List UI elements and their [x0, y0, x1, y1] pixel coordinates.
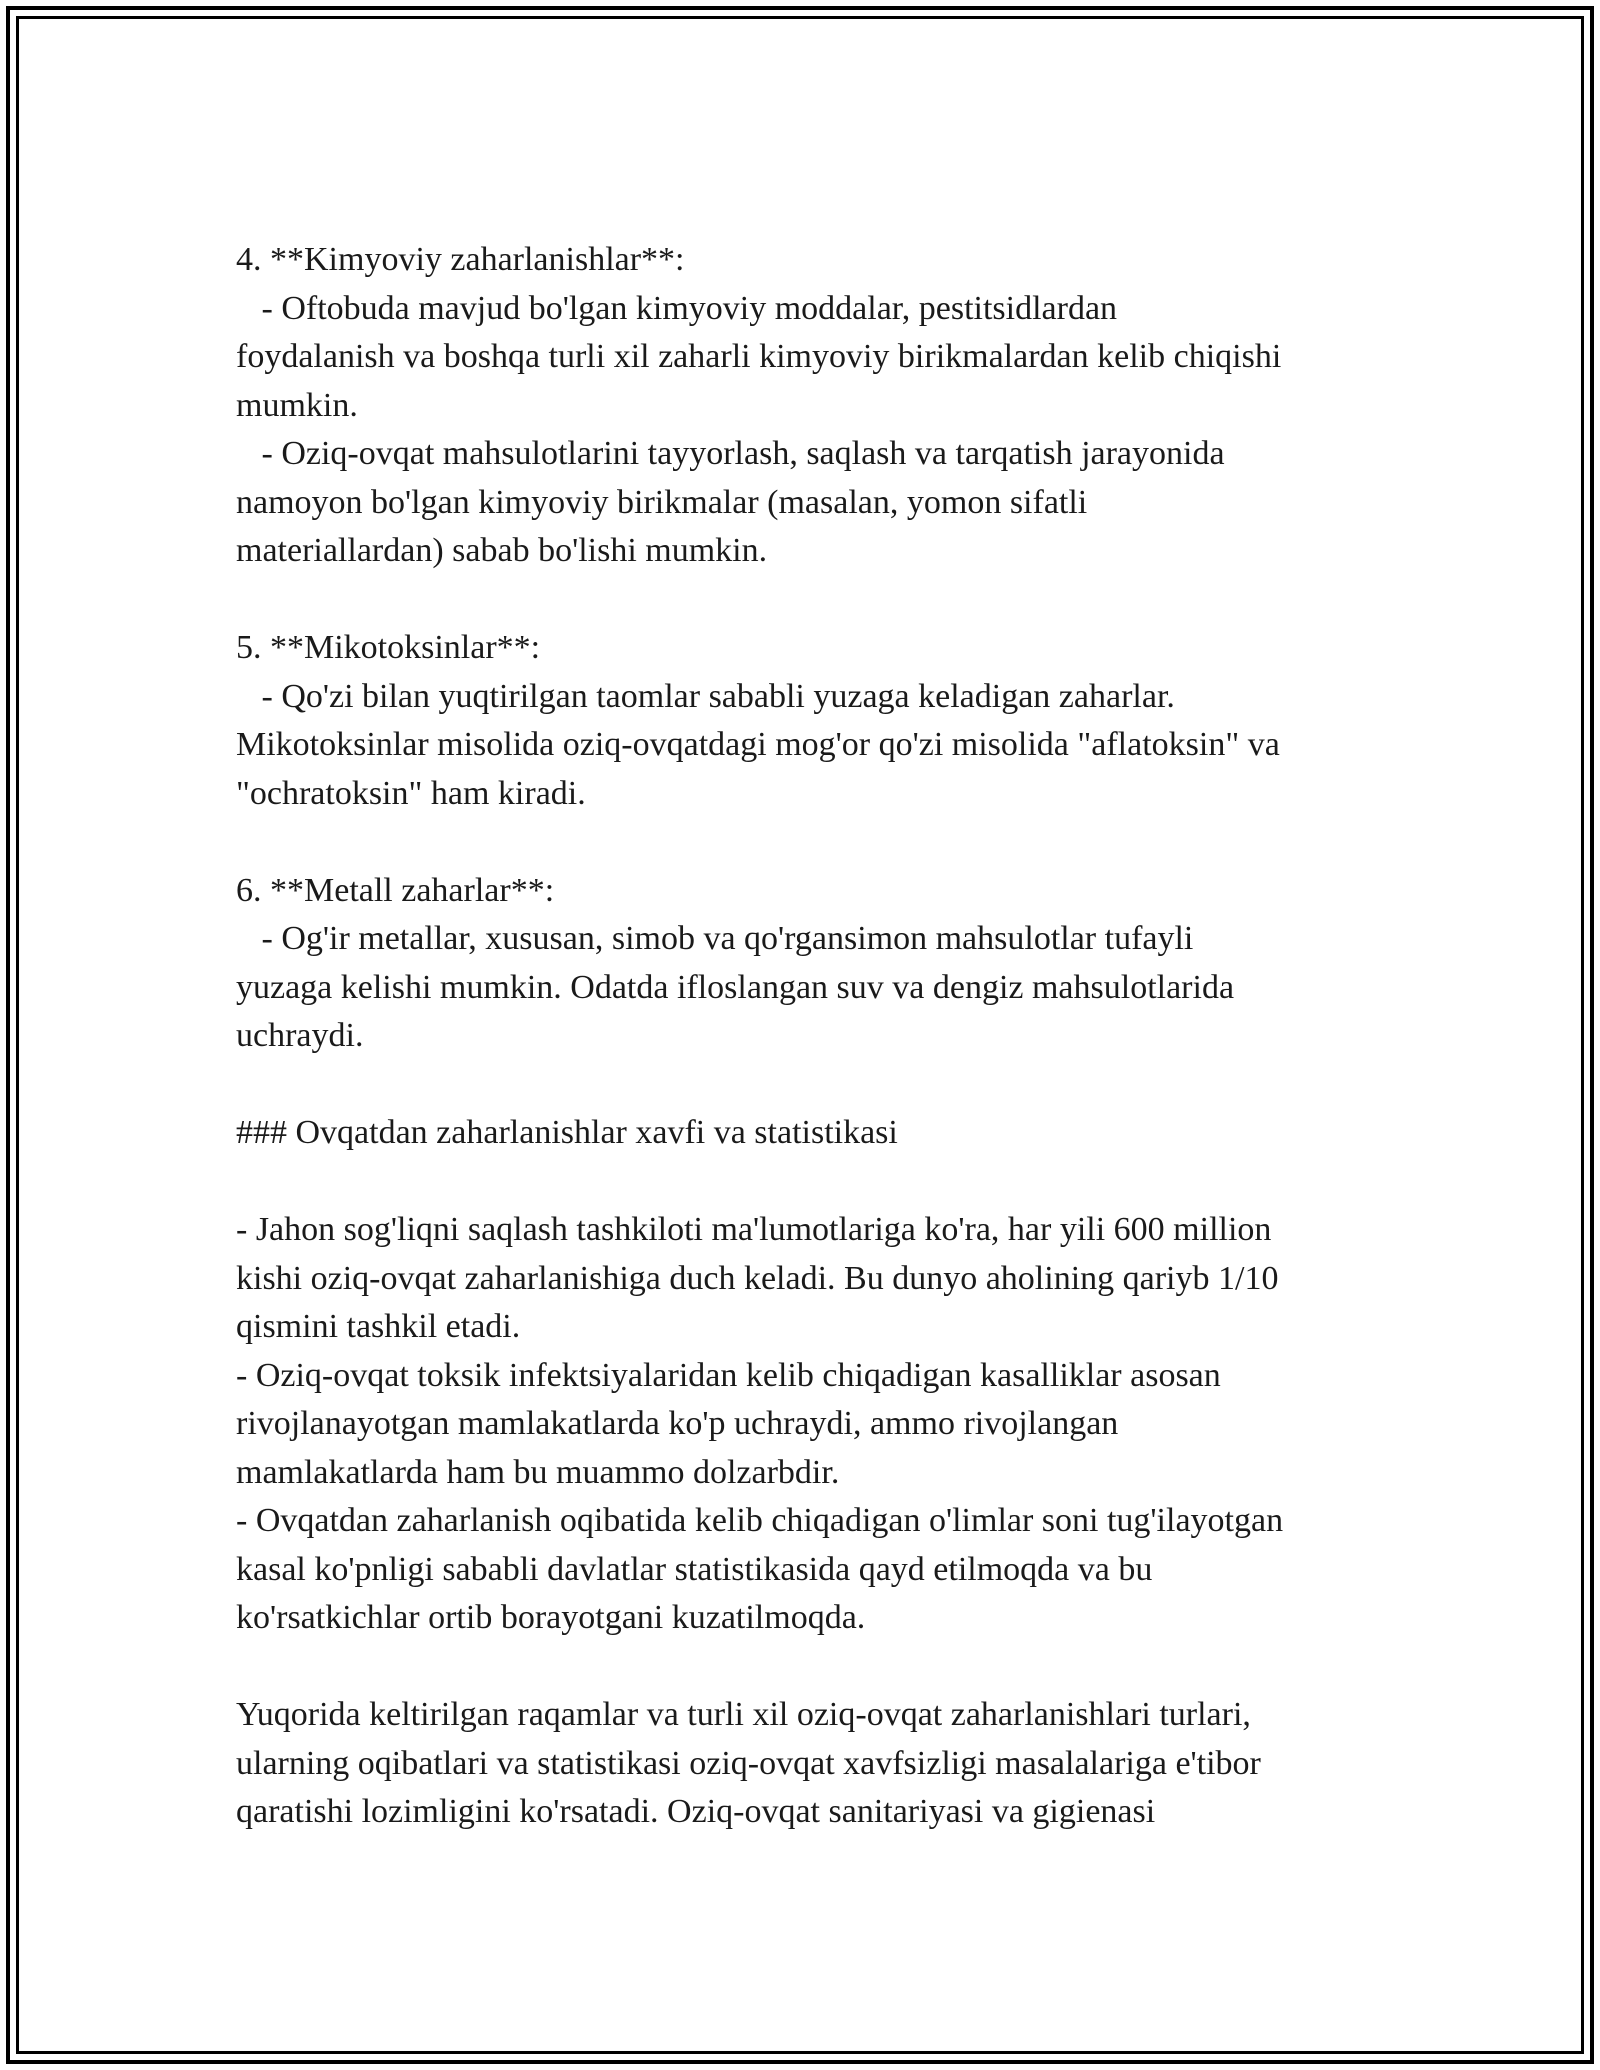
- text-line: - Oziq-ovqat mahsulotlarini tayyorlash, saqlash va tarqatish jarayonida: [236, 435, 1225, 472]
- text-line: Mikotoksinlar misolida oziq-ovqatdagi mog'or qo'zi misolida "aflatoksin" va: [236, 726, 1280, 763]
- text-line: qaratishi lozimligini ko'rsatadi. Oziq-ovqat sanitariyasi va gigienasi: [236, 1793, 1156, 1830]
- blank-line: [236, 576, 1376, 625]
- text-line: uchraydi.: [236, 1017, 364, 1054]
- text-line: qismini tashkil etadi.: [236, 1308, 521, 1345]
- blank-line: [236, 1061, 1376, 1110]
- text-line: kishi oziq-ovqat zaharlanishiga duch keladi. Bu dunyo aholining qariyb 1/10: [236, 1259, 1279, 1297]
- text-line: ko'rsatkichlar ortib borayotgani kuzatilmoqda.: [236, 1599, 866, 1636]
- text-line: Yuqorida keltirilgan raqamlar va turli xil oziq-ovqat zaharlanishlari turlari,: [236, 1696, 1251, 1733]
- blank-line: [236, 818, 1376, 867]
- text-line: yuzaga kelishi mumkin. Odatda ifloslangan suv va dengiz mahsulotlarida: [236, 968, 1235, 1006]
- blank-line: [236, 1643, 1376, 1692]
- text-line: - Jahon sog'liqni saqlash tashkiloti ma'lumotlariga ko'ra, har yili 600 million: [236, 1211, 1272, 1248]
- text-line: ularning oqibatlari va statistikasi oziq-ovqat xavfsizligi masalalariga e'tibor: [236, 1744, 1261, 1782]
- text-line: kasal ko'pnligi sababli davlatlar statistikasida qayd etilmoqda va bu: [236, 1550, 1153, 1588]
- text-line: "ochratoksin" ham kiradi.: [236, 774, 586, 812]
- text-line: mamlakatlarda ham bu muammo dolzarbdir.: [236, 1453, 840, 1491]
- document-body: [236, 236, 1376, 1837]
- text-line: - Oftobuda mavjud bo'lgan kimyoviy moddalar, pestitsidlardan: [236, 289, 1118, 327]
- blank-line: [236, 1158, 1376, 1207]
- text-line: foydalanish va boshqa turli xil zaharli kimyoviy birikmalardan kelib chiqishi: [236, 338, 1282, 375]
- text-line: rivojlanayotgan mamlakatlarda ko'p uchraydi, ammo rivojlangan: [236, 1405, 1119, 1442]
- statistics-heading: ### Ovqatdan zaharlanishlar xavfi va statistikasi: [236, 1114, 898, 1151]
- section-4-heading: 4. **Kimyoviy zaharlanishlar**:: [236, 241, 685, 278]
- text-line: materiallardan) sabab bo'lishi mumkin.: [236, 532, 768, 569]
- text-line: namoyon bo'lgan kimyoviy birikmalar (masalan, yomon sifatli: [236, 483, 1088, 521]
- section-5-heading: 5. **Mikotoksinlar**:: [236, 629, 541, 666]
- text-line: - Oziq-ovqat toksik infektsiyalaridan kelib chiqadigan kasalliklar asosan: [236, 1356, 1221, 1394]
- text-line: - Og'ir metallar, xususan, simob va qo'rgansimon mahsulotlar tufayli: [236, 920, 1194, 957]
- text-line: - Qo'zi bilan yuqtirilgan taomlar sababli yuzaga keladigan zaharlar.: [236, 677, 1175, 715]
- text-line: mumkin.: [236, 386, 358, 424]
- text-line: - Ovqatdan zaharlanish oqibatida kelib chiqadigan o'limlar soni tug'ilayotgan: [236, 1502, 1284, 1539]
- section-6-heading: 6. **Metall zaharlar**:: [236, 871, 555, 909]
